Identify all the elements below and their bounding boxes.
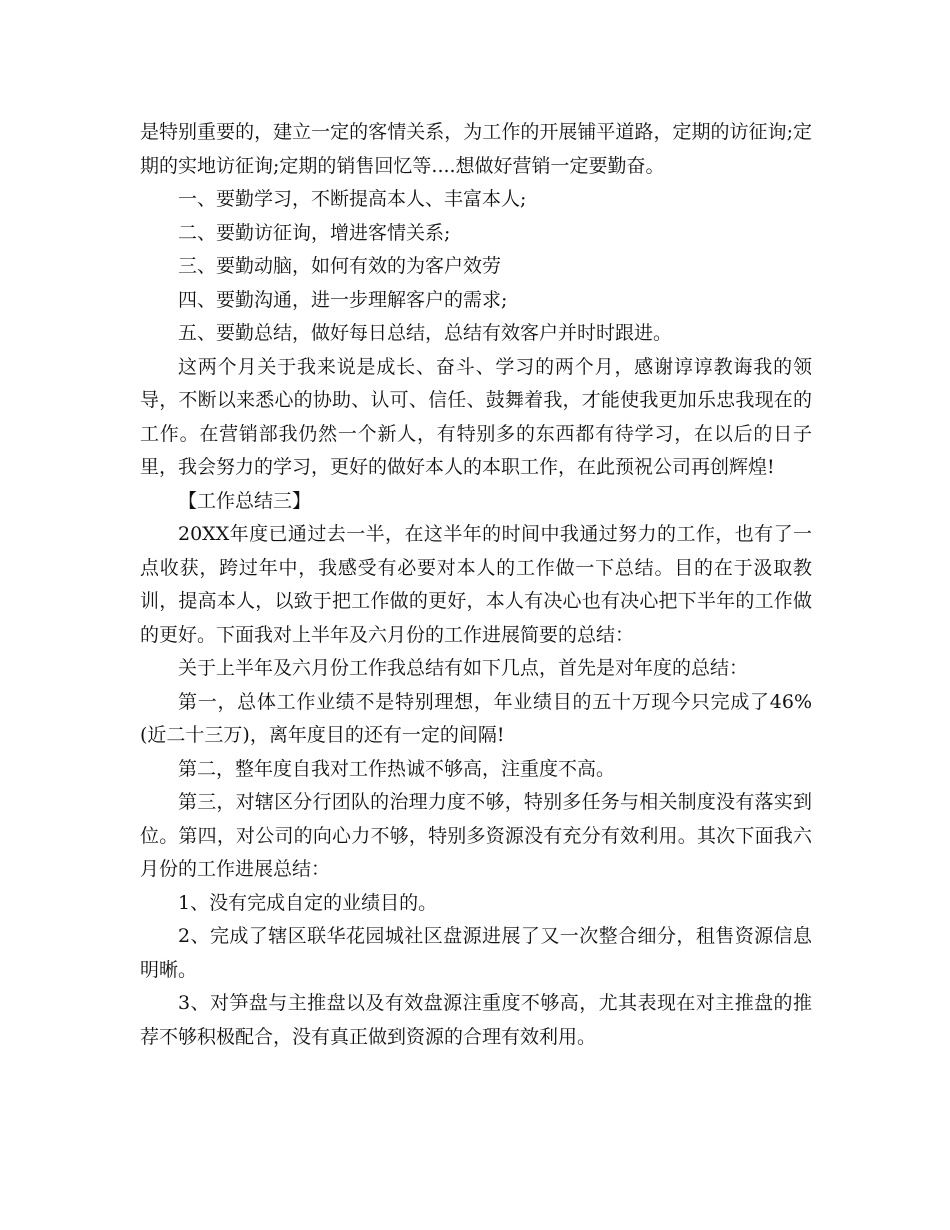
paragraph-13: 第三，对辖区分行团队的治理力度不够，特别多任务与相关制度没有落实到位。第四，对公司的向心力不够，特别多资源没有充分有效利用。其次下面我六月份的工作进展总结：: [140, 791, 812, 880]
paragraph-3: 二、要勤访征询，增进客情关系;: [178, 221, 451, 244]
paragraph-11: 第一，总体工作业绩不是特别理想，年业绩目的五十万现今只完成了46%(近二十三万)，离年度目的还有一定的间隔!: [140, 690, 812, 746]
paragraph-12: 第二，整年度自我对工作热诚不够高，注重度不高。: [178, 757, 616, 780]
paragraph-9: 20XX年度已通过去一半，在这半年的时间中我通过努力的工作，也有了一点收获，跨过年中，我感受有必要对本人的工作做一下总结。目的在于汲取教训，提高本人，以致于把工作做的更好，本人有决心也有决心把下半年的工作做的更好。下面我对上半年及六月份的工作进展简要的总结：: [140, 523, 812, 646]
paragraph-16: 3、对笋盘与主推盘以及有效盘源注重度不够高，尤其表现在对主推盘的推荐不够积极配合，没有真正做到资源的合理有效利用。: [140, 992, 812, 1048]
paragraph-4: 三、要勤动脑，如何有效的为客户效劳: [178, 255, 502, 277]
paragraph-15: 2、完成了辖区联华花园城社区盘源进展了又一次整合细分，租售资源信息明晰。: [140, 925, 812, 981]
paragraph-7: 这两个月关于我来说是成长、奋斗、学习的两个月，感谢谆谆教诲我的领导，不断以来悉心的协助、认可、信任、鼓舞着我，才能使我更加乐忠我现在的工作。在营销部我仍然一个新人，有特别多的东西都有待学习，在以后的日子里，我会努力的学习，更好的做好本人的本职工作，在此预祝公司再创辉煌!: [140, 355, 812, 478]
paragraph-2: 一、要勤学习，不断提高本人、丰富本人;: [178, 188, 527, 210]
paragraph-14: 1、没有完成自定的业绩目的。: [178, 891, 438, 914]
paragraph-1: 是特别重要的，建立一定的客情关系，为工作的开展铺平道路，定期的访征询;定期的实地访征询;定期的销售回忆等....想做好营销一定要勤奋。: [140, 121, 812, 177]
paragraph-5: 四、要勤沟通，进一步理解客户的需求;: [178, 288, 508, 311]
paragraph-10: 关于上半年及六月份工作我总结有如下几点，首先是对年度的总结：: [178, 657, 749, 679]
document-body: [140, 116, 812, 1054]
section-heading: 【工作总结三】: [178, 489, 312, 512]
paragraph-6: 五、要勤总结，做好每日总结，总结有效客户并时时跟进。: [178, 322, 673, 344]
